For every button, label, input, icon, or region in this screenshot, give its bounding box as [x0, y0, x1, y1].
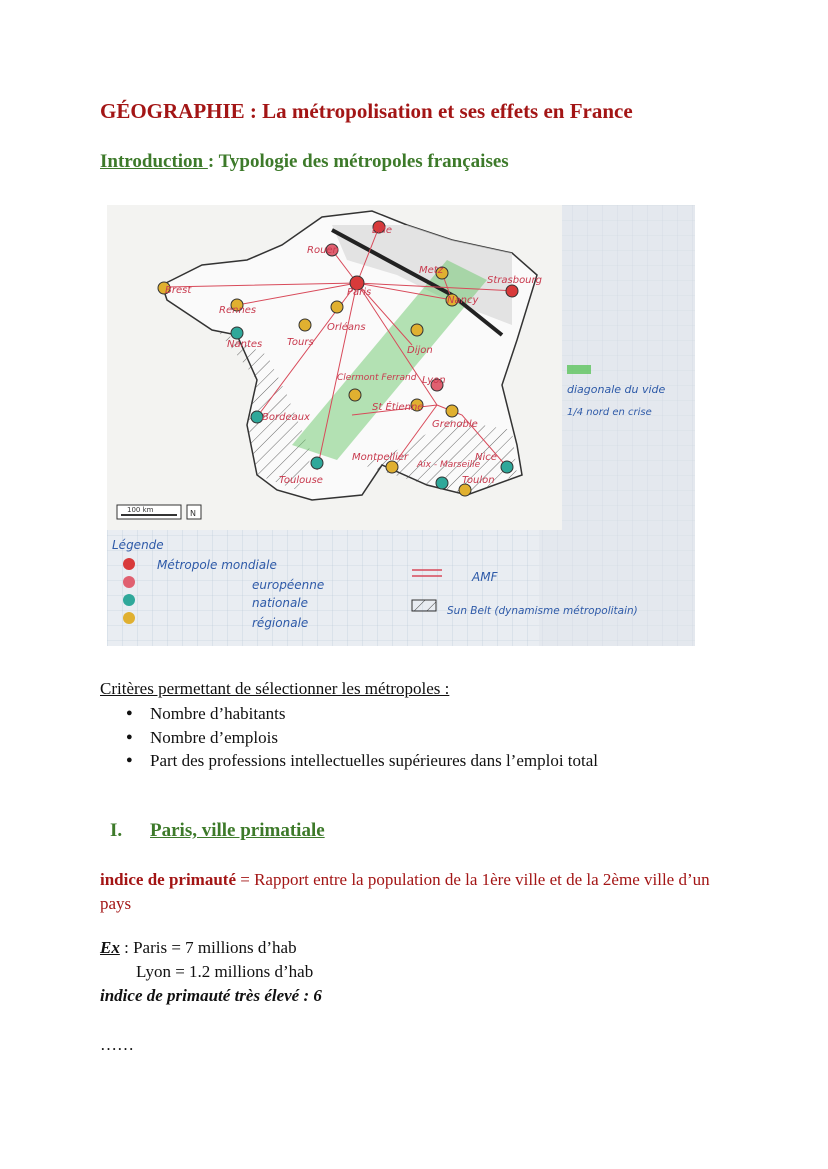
map-city-label: Paris	[347, 287, 372, 298]
map-city-label: Orléans	[327, 322, 366, 333]
example-line-1	[100, 938, 297, 958]
legend-dot	[123, 576, 135, 588]
legend-item-label: européenne	[252, 578, 325, 592]
map-scale: 100 km	[127, 506, 154, 514]
map-city-label: St Étienne	[372, 402, 424, 413]
map-city-label: Toulon	[462, 475, 495, 486]
map-side-note: 1/4 nord en crise	[567, 407, 652, 418]
subtitle	[100, 151, 509, 173]
section-number: I.	[110, 820, 123, 841]
map-city-label: Strasbourg	[487, 275, 542, 286]
page-title: GÉOGRAPHIE : La métropolisation et ses effets en France	[100, 99, 633, 123]
definition-term: indice de primauté	[100, 870, 236, 889]
criteria-item: ● Nombre d’emplois	[126, 726, 598, 750]
example-paris: : Paris = 7 millions d’hab	[119, 938, 297, 957]
legend-title: Légende	[112, 538, 164, 552]
definition-text: = Rapport entre la population de la 1ère ville et de la 2ème ville d’un pays	[100, 870, 710, 913]
section-title: Paris, ville primatiale	[150, 820, 325, 841]
legend-item-label: Métropole mondiale	[157, 558, 277, 572]
map-city-label: Lille	[372, 225, 393, 236]
map-city-label: Nancy	[447, 295, 479, 306]
map-city-label: Aix - Marseille	[417, 460, 481, 470]
map-north: N	[190, 509, 196, 518]
legend-amf-label: AMF	[472, 570, 498, 584]
legend-dot	[123, 594, 135, 606]
map-side-note: diagonale du vide	[567, 383, 666, 396]
map-city-label: Lyon	[422, 375, 446, 386]
criteria-item: ● Nombre d’habitants	[126, 702, 598, 726]
map-city-label: Nantes	[227, 339, 263, 350]
legend-item-label: nationale	[252, 596, 309, 610]
map-city-label: Clermont Ferrand	[337, 373, 417, 383]
map-city-label: Grenoble	[432, 419, 478, 430]
legend-dot	[123, 612, 135, 624]
definition	[100, 868, 740, 915]
criteria-heading: Critères permettant de sélectionner les métropoles :	[100, 679, 450, 698]
example-line-2: Lyon = 1.2 millions d’hab	[136, 962, 314, 981]
map-city-label: Rouen	[307, 245, 339, 256]
map-city-label: Montpellier	[352, 452, 409, 463]
legend-sunbelt-label: Sun Belt (dynamisme métropolitain)	[447, 605, 638, 617]
example-conclusion: indice de primauté très élevé : 6	[100, 986, 322, 1005]
map-city-label: Dijon	[407, 345, 433, 356]
map-city-label: Tours	[287, 337, 314, 348]
map-city-label: Brest	[165, 285, 192, 296]
ellipsis: ……	[100, 1035, 134, 1054]
map-city-label: Toulouse	[279, 475, 323, 486]
subtitle-label: Introduction	[100, 151, 208, 172]
map-photo	[107, 205, 695, 646]
criteria-list	[126, 702, 598, 773]
legend-dot	[123, 558, 135, 570]
map-city-label: Metz	[419, 265, 443, 276]
map-city-label: Bordeaux	[262, 412, 310, 423]
subtitle-text: : Typologie des métropoles françaises	[207, 151, 509, 172]
map-city-label: Nice	[475, 452, 497, 463]
criteria-item: ● Part des professions intellectuelles supérieures dans l’emploi total	[126, 749, 598, 773]
legend-item-label: régionale	[252, 616, 309, 630]
map-city-label: Rennes	[219, 305, 257, 316]
example-label: Ex	[100, 938, 120, 957]
